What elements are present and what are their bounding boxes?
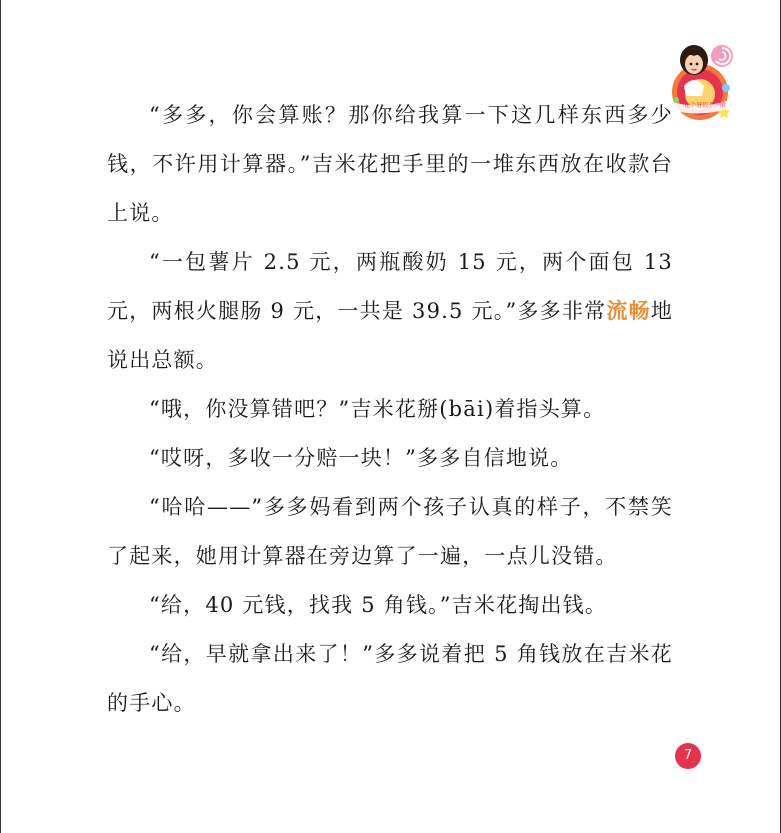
page-number: 7 — [675, 743, 701, 769]
paragraph-7: “给，早就拿出来了！”多多说着把 5 角钱放在吉米花的手心。 — [107, 642, 673, 715]
story-text — [107, 91, 673, 728]
badge-logo — [664, 38, 752, 122]
paragraph-1: “多多，你会算账？那你给我算一下这几样东西多少钱，不许用计算器。”吉米花把手里的一堆东西放在收款台上说。 — [107, 103, 673, 225]
paragraph-2-text: “一包薯片 2.5 元，两瓶酸奶 15 元，两个面包 13 元，两根火腿肠 9 元，一共是 39.5 元。”多多非常 — [107, 250, 673, 323]
paragraph-5: “哈哈——”多多妈看到两个孩子认真的样子，不禁笑了起来，她用计算器在旁边算了一遍，一点儿没错。 — [107, 495, 673, 568]
paragraph-4: “哎呀，多收一分赔一块！”多多自信地说。 — [149, 446, 573, 470]
paragraph-6: “给，40 元钱，找我 5 角钱。”吉米花掏出钱。 — [149, 593, 608, 617]
badge-caption: 让个暑假不一般 — [683, 102, 726, 109]
paragraph-2-text-end: 地说出总额。 — [107, 299, 674, 372]
paragraph-2 — [107, 238, 673, 385]
paragraph-3: “哦，你没算错吧？”吉米花掰(bāi)着指头算。 — [149, 397, 606, 421]
highlight-word: 流畅 — [606, 299, 651, 323]
